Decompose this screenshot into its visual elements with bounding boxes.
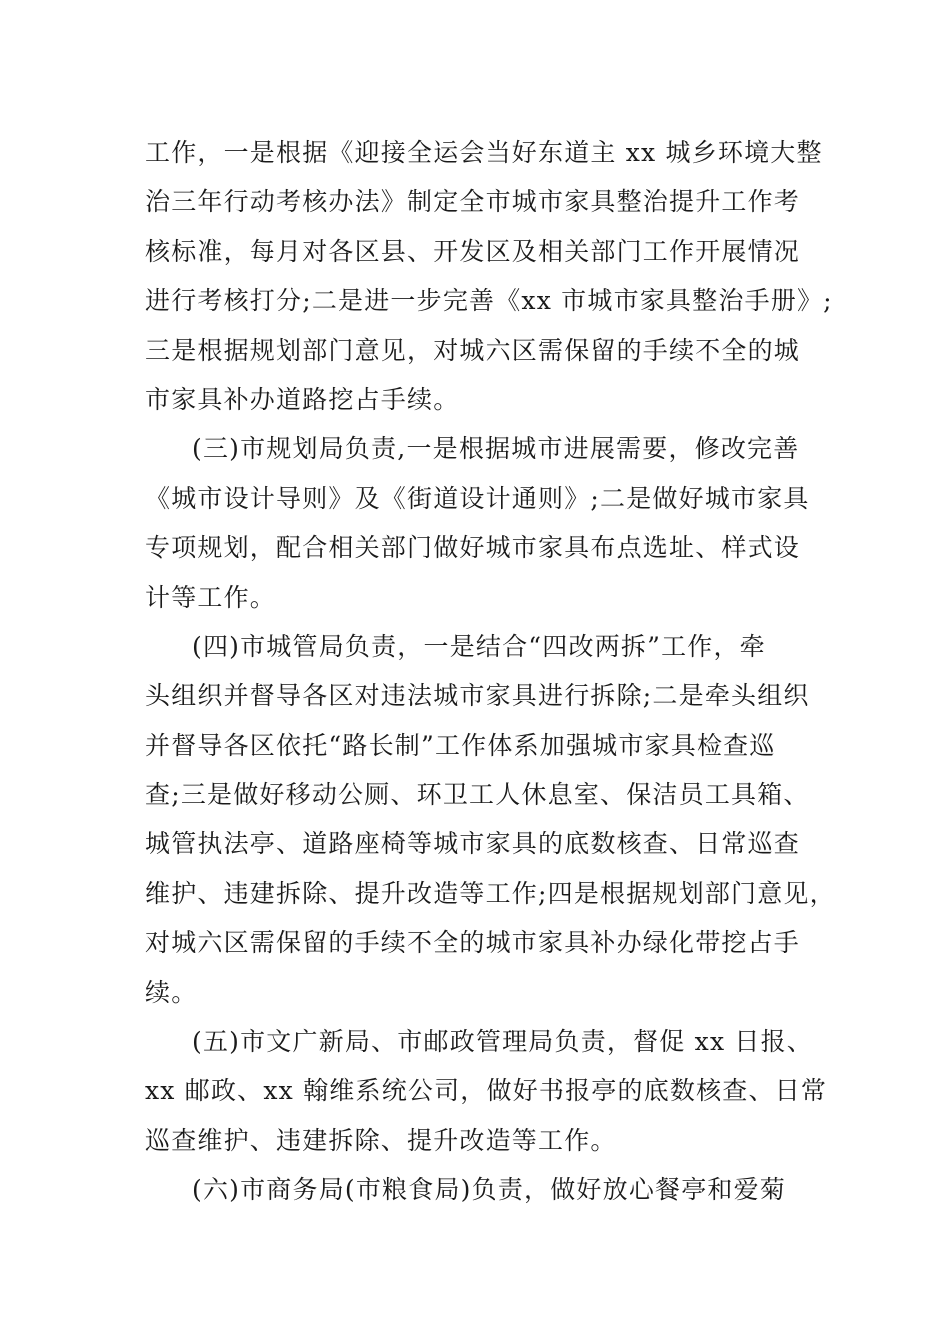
- text-line: 并督导各区依托“路长制”工作体系加强城市家具检查巡: [145, 730, 776, 760]
- text-line: 维护、违建拆除、提升改造等工作;四是根据规划部门意见，: [145, 878, 836, 908]
- text-line: 核标准，每月对各区县、开发区及相关部门工作开展情况: [145, 236, 801, 266]
- text-line: (六)市商务局(市粮食局)负责，做好放心餐亭和爱菊: [192, 1175, 787, 1205]
- text-line: 查;三是做好移动公厕、环卫工人休息室、保洁员工具箱、: [145, 780, 810, 810]
- text-line: 头组织并督导各区对违法城市家具进行拆除;二是牵头组织: [145, 681, 810, 711]
- text-line: (四)市城管局负责，一是结合“四改两拆”工作，牵: [192, 631, 766, 661]
- text-line: xx 邮政、xx 翰维系统公司，做好书报亭的底数核查、日常: [145, 1076, 828, 1106]
- paragraph-continuation: [145, 128, 833, 424]
- paragraph-planning-bureau: [145, 424, 825, 622]
- text-line: 工作，一是根据《迎接全运会当好东道主 xx 城乡环境大整: [145, 138, 823, 167]
- text-line: 续。: [145, 977, 198, 1007]
- text-line: 市家具补办道路挖占手续。: [145, 384, 460, 414]
- text-line: 进行考核打分;二是进一步完善《xx 市城市家具整治手册》;: [145, 286, 833, 316]
- text-line: 计等工作。: [145, 582, 277, 612]
- paragraph-commerce-bureau: [145, 1165, 825, 1214]
- document-body: [145, 128, 836, 1215]
- text-line: 治三年行动考核办法》制定全市城市家具整治提升工作考: [145, 187, 801, 217]
- text-line: 三是根据规划部门意见，对城六区需保留的手续不全的城: [145, 335, 801, 365]
- text-line: 巡查维护、违建拆除、提升改造等工作。: [145, 1125, 617, 1155]
- text-line: 对城六区需保留的手续不全的城市家具补办绿化带挖占手: [145, 928, 801, 958]
- text-line: 《城市设计导则》及《街道设计通则》;二是做好城市家具: [145, 483, 810, 513]
- text-line: 专项规划，配合相关部门做好城市家具布点选址、样式设: [145, 533, 801, 563]
- text-line: 城管执法亭、道路座椅等城市家具的底数核查、日常巡查: [145, 829, 801, 859]
- text-line: (三)市规划局负责,一是根据城市进展需要，修改完善: [192, 434, 800, 464]
- paragraph-urban-management-bureau: [145, 622, 836, 1017]
- paragraph-culture-postal-bureau: [145, 1017, 828, 1165]
- text-line: (五)市文广新局、市邮政管理局负责，督促 xx 日报、: [192, 1027, 814, 1057]
